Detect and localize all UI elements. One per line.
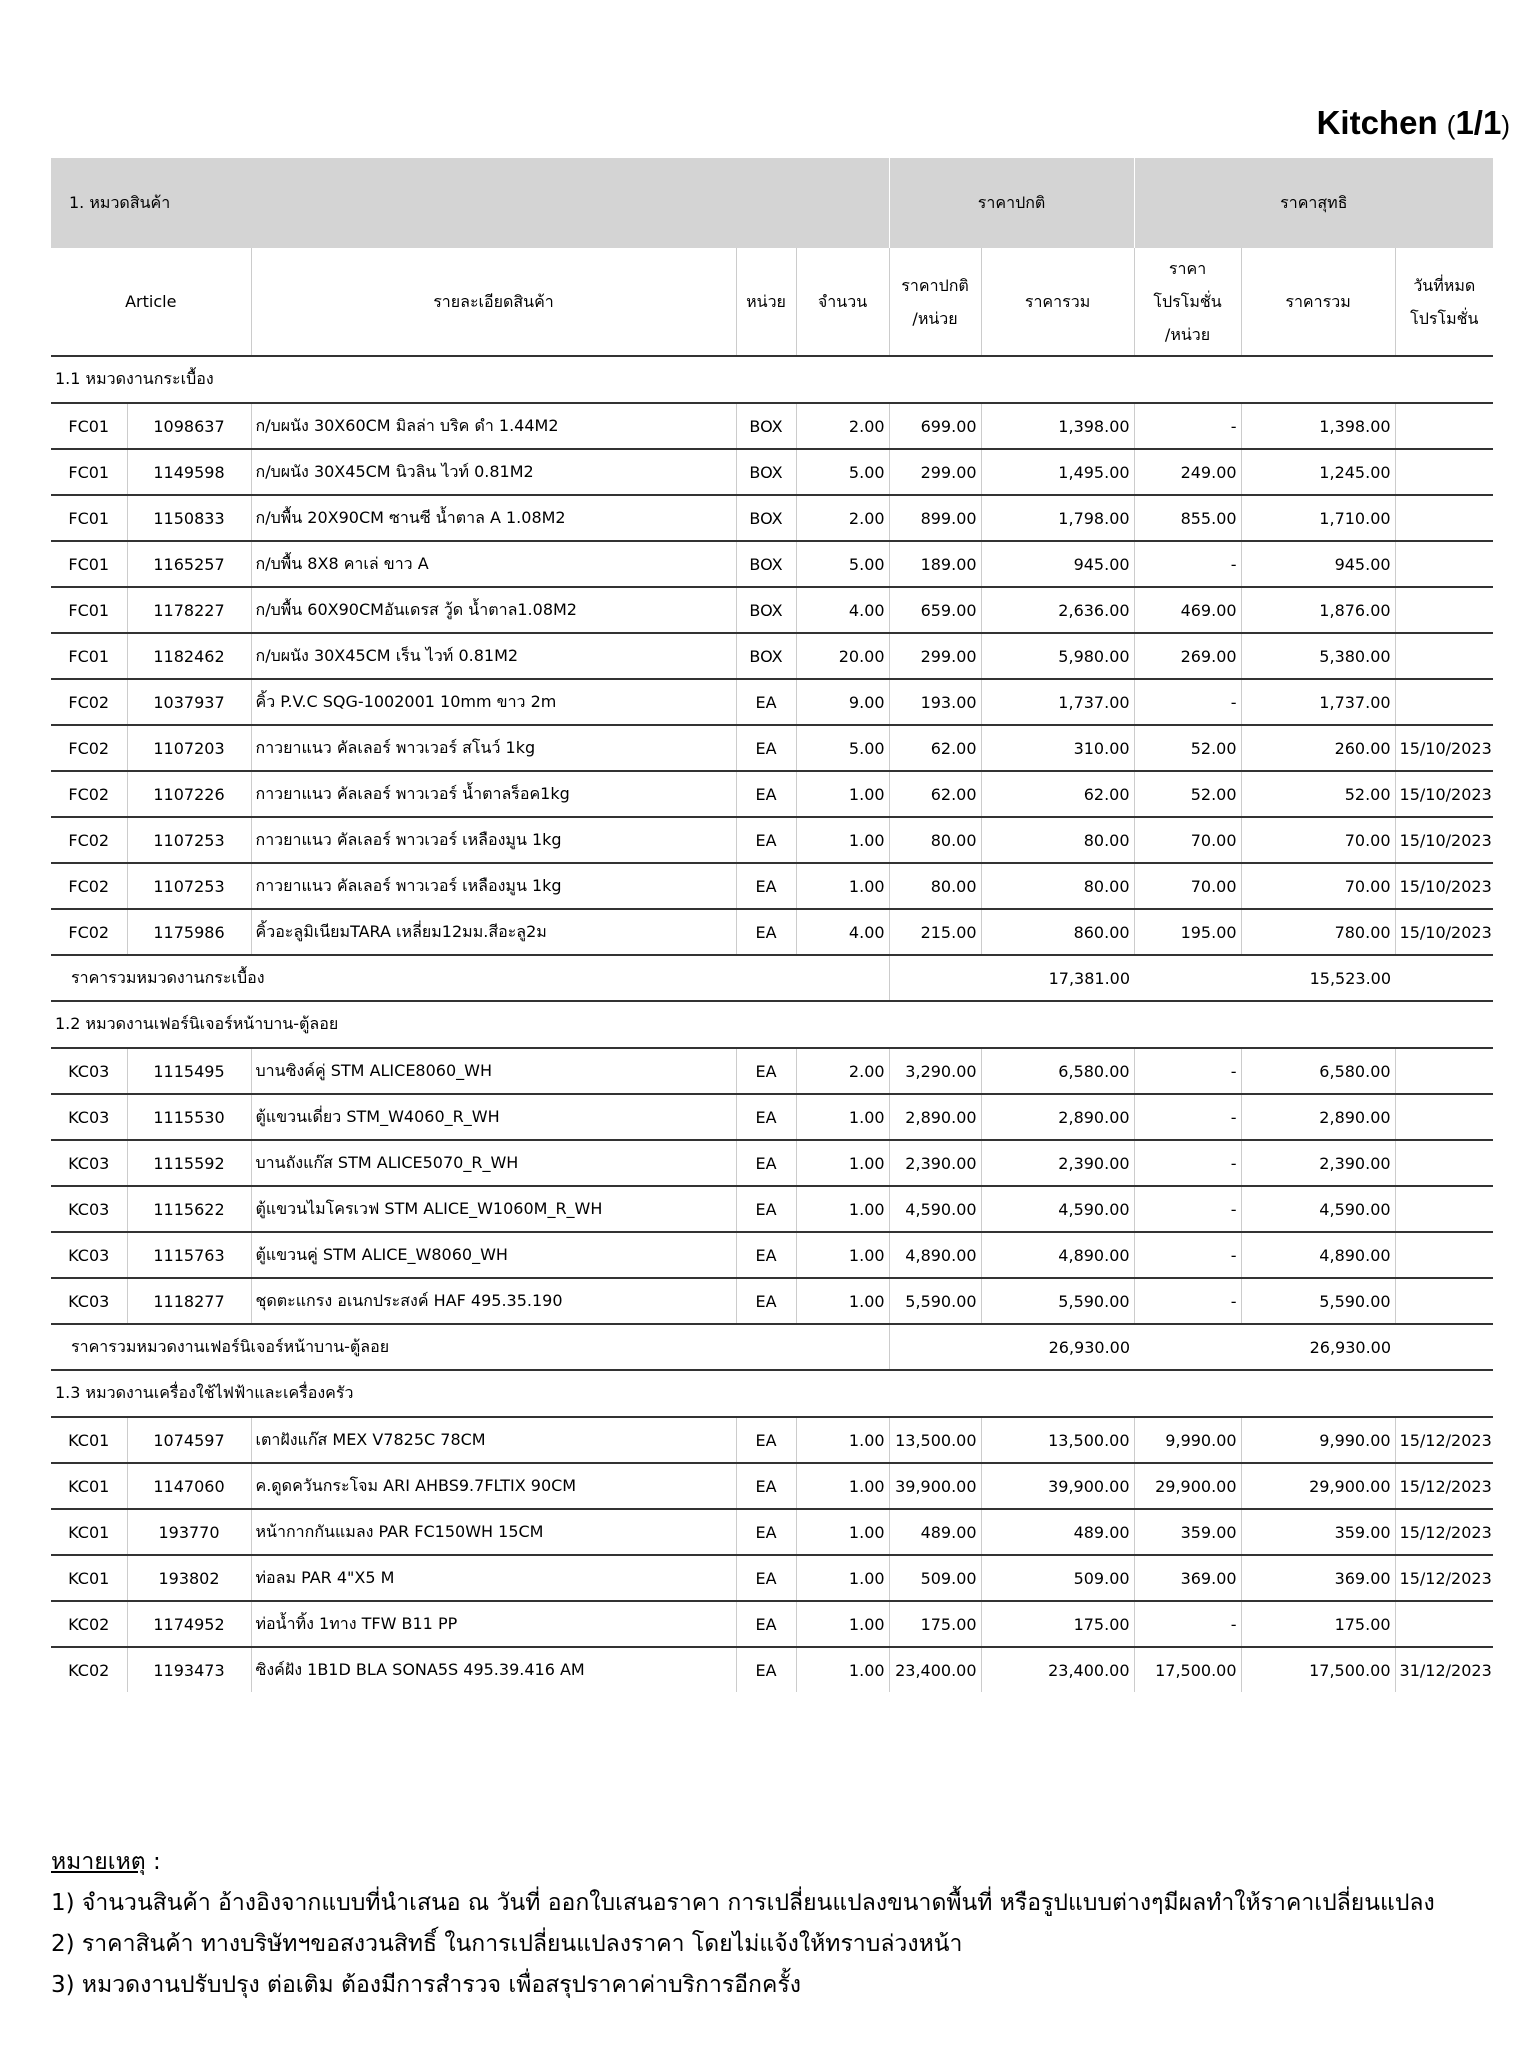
cell-unit: BOX	[736, 403, 796, 449]
cell-total: 2,390.00	[981, 1140, 1134, 1186]
cell-description: ก/บพื้น 20X90CM ซานซี น้ำตาล A 1.08M2	[251, 495, 736, 541]
cell-unit-price: 80.00	[889, 817, 981, 863]
col-unit: หน่วย	[736, 248, 796, 356]
cell-article: 1107203	[127, 725, 251, 771]
cell-unit-price: 62.00	[889, 725, 981, 771]
section-title: 1.3 หมวดงานเครื่องใช้ไฟฟ้าและเครื่องครัว	[51, 1370, 1493, 1417]
cell-total: 509.00	[981, 1555, 1134, 1601]
cell-qty: 1.00	[796, 1094, 889, 1140]
subtotal-label: ราคารวมหมวดงานเฟอร์นิเจอร์หน้าบาน-ตู้ลอย	[51, 1324, 889, 1370]
note-line: 3) หมวดงานปรับปรุง ต่อเติม ต้องมีการสำรวจ เพื่อสรุปราคาค่าบริการอีกครั้ง	[51, 1972, 801, 1998]
cell-qty: 20.00	[796, 633, 889, 679]
cell-unit-price: 175.00	[889, 1601, 981, 1647]
header-group-row	[51, 158, 1493, 248]
cell-qty: 5.00	[796, 541, 889, 587]
cell-total: 5,590.00	[981, 1278, 1134, 1324]
cell-net-total: 52.00	[1241, 771, 1395, 817]
cell-code: FC01	[51, 449, 127, 495]
cell-unit-price: 62.00	[889, 771, 981, 817]
cell-article: 1165257	[127, 541, 251, 587]
notes: หมายเหตุ : 1) จำนวนสินค้า อ้างอิงจากแบบที่นำเสนอ ณ วันที่ ออกใบเสนอราคา การเปลี่ยนแปลงขนาดพื้นที่ หรือรูปแบบต่างๆมีผลทำให้ราคาเปลี่ยนแปลง 2) ราคาสินค้า ทางบริษัทฯขอสงวนสิทธิ์ ในการเปลี่ยนแปลงราคา โดยไม่แจ้งให้ทราบล่วงหน้า 3) หมวดงานปรับปรุง ต่อเติม ต้องมีการสำรวจ เพื่อสรุปราคาค่าบริการอีกครั้ง	[51, 1842, 1435, 2006]
notes-heading: หมายเหตุ	[51, 1849, 146, 1875]
cell-total: 1,737.00	[981, 679, 1134, 725]
table-row	[51, 449, 1493, 495]
page-title: Kitchen (1/1)	[1316, 104, 1510, 141]
cell-promo-end	[1395, 495, 1493, 541]
cell-promo-price: 70.00	[1134, 817, 1241, 863]
section-title: 1.2 หมวดงานเฟอร์นิเจอร์หน้าบาน-ตู้ลอย	[51, 1001, 1493, 1048]
cell-description: เตาฝังแก๊ส MEX V7825C 78CM	[251, 1417, 736, 1463]
cell-unit-price: 489.00	[889, 1509, 981, 1555]
cell-promo-end: 15/12/2023	[1395, 1509, 1493, 1555]
cell-promo-end: 31/12/2023	[1395, 1647, 1493, 1692]
cell-promo-price: 29,900.00	[1134, 1463, 1241, 1509]
cell-unit: EA	[736, 1140, 796, 1186]
cell-promo-end	[1395, 587, 1493, 633]
cell-description: บานถังแก๊ส STM ALICE5070_R_WH	[251, 1140, 736, 1186]
col-qty: จำนวน	[796, 248, 889, 356]
cell-total: 6,580.00	[981, 1048, 1134, 1094]
cell-description: ตู้แขวนคู่ STM ALICE_W8060_WH	[251, 1232, 736, 1278]
cell-promo-price: 855.00	[1134, 495, 1241, 541]
cell-unit: BOX	[736, 541, 796, 587]
cell-code: FC02	[51, 863, 127, 909]
cell-qty: 5.00	[796, 725, 889, 771]
cell-unit: EA	[736, 1186, 796, 1232]
column-header-row	[51, 248, 1493, 356]
cell-total: 489.00	[981, 1509, 1134, 1555]
cell-code: KC03	[51, 1186, 127, 1232]
cell-unit: EA	[736, 1509, 796, 1555]
cell-code: FC02	[51, 817, 127, 863]
cell-net-total: 260.00	[1241, 725, 1395, 771]
cell-article: 1098637	[127, 403, 251, 449]
cell-unit-price: 4,890.00	[889, 1232, 981, 1278]
cell-code: FC01	[51, 495, 127, 541]
cell-unit-price: 80.00	[889, 863, 981, 909]
cell-unit-price: 193.00	[889, 679, 981, 725]
cell-article: 1037937	[127, 679, 251, 725]
table-row	[51, 909, 1493, 955]
subtotal-label: ราคารวมหมวดงานกระเบื้อง	[51, 955, 889, 1001]
cell-code: KC03	[51, 1094, 127, 1140]
cell-qty: 1.00	[796, 863, 889, 909]
cell-code: FC02	[51, 725, 127, 771]
cell-total: 310.00	[981, 725, 1134, 771]
table-row	[51, 1463, 1493, 1509]
cell-description: ก/บผนัง 30X45CM นิวลิน ไวท์ 0.81M2	[251, 449, 736, 495]
cell-promo-price: 469.00	[1134, 587, 1241, 633]
cell-total: 860.00	[981, 909, 1134, 955]
cell-description: ท่อน้ำทิ้ง 1ทาง TFW B11 PP	[251, 1601, 736, 1647]
cell-promo-end	[1395, 1232, 1493, 1278]
table-row	[51, 1278, 1493, 1324]
cell-promo-end: 15/12/2023	[1395, 1555, 1493, 1601]
cell-net-total: 4,890.00	[1241, 1232, 1395, 1278]
table-row	[51, 1048, 1493, 1094]
cell-unit: BOX	[736, 587, 796, 633]
cell-net-total: 1,245.00	[1241, 449, 1395, 495]
cell-code: KC03	[51, 1232, 127, 1278]
cell-promo-price: 369.00	[1134, 1555, 1241, 1601]
cell-net-total: 780.00	[1241, 909, 1395, 955]
cell-net-total: 17,500.00	[1241, 1647, 1395, 1692]
cell-code: KC01	[51, 1509, 127, 1555]
cell-unit: EA	[736, 817, 796, 863]
cell-qty: 1.00	[796, 1278, 889, 1324]
cell-unit-price: 215.00	[889, 909, 981, 955]
table-row	[51, 1555, 1493, 1601]
subtotal-row	[51, 1324, 1493, 1370]
cell-net-total: 359.00	[1241, 1509, 1395, 1555]
table-row	[51, 1601, 1493, 1647]
table-row	[51, 1417, 1493, 1463]
cell-article: 1150833	[127, 495, 251, 541]
cell-unit-price: 509.00	[889, 1555, 981, 1601]
cell-description: ชุดตะแกรง อเนกประสงค์ HAF 495.35.190	[251, 1278, 736, 1324]
cell-unit: EA	[736, 1278, 796, 1324]
category-header: 1. หมวดสินค้า	[51, 158, 889, 248]
col-unit-price: ราคาปกติ /หน่วย	[889, 248, 981, 356]
cell-unit-price: 299.00	[889, 449, 981, 495]
cell-code: KC01	[51, 1555, 127, 1601]
cell-total: 62.00	[981, 771, 1134, 817]
cell-unit-price: 659.00	[889, 587, 981, 633]
cell-total: 80.00	[981, 863, 1134, 909]
cell-net-total: 6,580.00	[1241, 1048, 1395, 1094]
cell-promo-price: -	[1134, 1094, 1241, 1140]
cell-promo-end	[1395, 1048, 1493, 1094]
section-title-row	[51, 356, 1493, 403]
cell-code: FC02	[51, 909, 127, 955]
cell-promo-end: 15/10/2023	[1395, 817, 1493, 863]
cell-description: คิ้วอะลูมิเนียมTARA เหลี่ยม12มม.สีอะลู2ม	[251, 909, 736, 955]
cell-description: กาวยาแนว คัลเลอร์ พาวเวอร์ สโนว์ 1kg	[251, 725, 736, 771]
note-line: 1) จำนวนสินค้า อ้างอิงจากแบบที่นำเสนอ ณ วันที่ ออกใบเสนอราคา การเปลี่ยนแปลงขนาดพื้นที่ หรือรูปแบบต่างๆมีผลทำให้ราคาเปลี่ยนแปลง	[51, 1890, 1435, 1916]
cell-net-total: 2,390.00	[1241, 1140, 1395, 1186]
cell-net-total: 4,590.00	[1241, 1186, 1395, 1232]
cell-net-total: 5,590.00	[1241, 1278, 1395, 1324]
col-net-total: ราคารวม	[1241, 248, 1395, 356]
cell-article: 1115495	[127, 1048, 251, 1094]
cell-promo-price: 52.00	[1134, 725, 1241, 771]
cell-unit-price: 5,590.00	[889, 1278, 981, 1324]
cell-unit: EA	[736, 1601, 796, 1647]
cell-total: 4,890.00	[981, 1232, 1134, 1278]
table-row	[51, 403, 1493, 449]
cell-net-total: 70.00	[1241, 863, 1395, 909]
cell-unit-price: 299.00	[889, 633, 981, 679]
cell-qty: 1.00	[796, 1140, 889, 1186]
cell-description: หน้ากากกันแมลง PAR FC150WH 15CM	[251, 1509, 736, 1555]
cell-qty: 5.00	[796, 449, 889, 495]
normal-price-group-header: ราคาปกติ	[889, 158, 1134, 248]
cell-article: 1118277	[127, 1278, 251, 1324]
cell-unit: EA	[736, 1048, 796, 1094]
cell-promo-price: 52.00	[1134, 771, 1241, 817]
table-row	[51, 679, 1493, 725]
cell-article: 1147060	[127, 1463, 251, 1509]
cell-net-total: 2,890.00	[1241, 1094, 1395, 1140]
subtotal-total: 26,930.00	[981, 1324, 1134, 1370]
cell-promo-end: 15/12/2023	[1395, 1463, 1493, 1509]
cell-total: 175.00	[981, 1601, 1134, 1647]
cell-code: FC01	[51, 587, 127, 633]
cell-unit-price: 699.00	[889, 403, 981, 449]
subtotal-total: 17,381.00	[981, 955, 1134, 1001]
cell-qty: 9.00	[796, 679, 889, 725]
quotation-table	[51, 158, 1493, 1692]
cell-code: KC02	[51, 1601, 127, 1647]
cell-promo-end	[1395, 403, 1493, 449]
cell-unit-price: 2,890.00	[889, 1094, 981, 1140]
cell-code: KC01	[51, 1463, 127, 1509]
section-title-row	[51, 1001, 1493, 1048]
cell-description: กาวยาแนว คัลเลอร์ พาวเวอร์ เหลืองมูน 1kg	[251, 817, 736, 863]
cell-unit-price: 899.00	[889, 495, 981, 541]
cell-code: FC01	[51, 403, 127, 449]
cell-promo-price: 70.00	[1134, 863, 1241, 909]
cell-code: KC03	[51, 1278, 127, 1324]
cell-promo-end	[1395, 1186, 1493, 1232]
cell-promo-price: -	[1134, 679, 1241, 725]
cell-promo-price: -	[1134, 1048, 1241, 1094]
subtotal-row	[51, 955, 1493, 1001]
cell-article: 1107253	[127, 863, 251, 909]
cell-qty: 1.00	[796, 1232, 889, 1278]
cell-net-total: 70.00	[1241, 817, 1395, 863]
section-title: 1.1 หมวดงานกระเบื้อง	[51, 356, 1493, 403]
col-promo-end: วันที่หมด โปรโมชั่น	[1395, 248, 1493, 356]
cell-promo-price: 269.00	[1134, 633, 1241, 679]
cell-net-total: 5,380.00	[1241, 633, 1395, 679]
cell-promo-price: -	[1134, 1232, 1241, 1278]
cell-article: 1174952	[127, 1601, 251, 1647]
cell-description: ก/บผนัง 30X45CM เร็น ไวท์ 0.81M2	[251, 633, 736, 679]
cell-promo-end	[1395, 1601, 1493, 1647]
cell-unit-price: 3,290.00	[889, 1048, 981, 1094]
cell-article: 193770	[127, 1509, 251, 1555]
cell-net-total: 9,990.00	[1241, 1417, 1395, 1463]
cell-article: 1175986	[127, 909, 251, 955]
cell-unit-price: 2,390.00	[889, 1140, 981, 1186]
cell-unit: EA	[736, 1417, 796, 1463]
cell-code: FC02	[51, 679, 127, 725]
cell-article: 1107253	[127, 817, 251, 863]
table-row	[51, 1094, 1493, 1140]
cell-article: 1107226	[127, 771, 251, 817]
col-total: ราคารวม	[981, 248, 1134, 356]
cell-promo-price: -	[1134, 541, 1241, 587]
cell-promo-end	[1395, 1094, 1493, 1140]
subtotal-net: 26,930.00	[1241, 1324, 1395, 1370]
cell-unit-price: 4,590.00	[889, 1186, 981, 1232]
cell-promo-price: -	[1134, 403, 1241, 449]
cell-unit: BOX	[736, 495, 796, 541]
cell-qty: 1.00	[796, 1463, 889, 1509]
cell-code: FC01	[51, 541, 127, 587]
cell-total: 945.00	[981, 541, 1134, 587]
cell-net-total: 1,710.00	[1241, 495, 1395, 541]
note-line: 2) ราคาสินค้า ทางบริษัทฯขอสงวนสิทธิ์ ในการเปลี่ยนแปลงราคา โดยไม่แจ้งให้ทราบล่วงหน้า	[51, 1931, 963, 1957]
cell-promo-end: 15/10/2023	[1395, 725, 1493, 771]
cell-total: 2,890.00	[981, 1094, 1134, 1140]
cell-net-total: 369.00	[1241, 1555, 1395, 1601]
cell-unit: EA	[736, 1094, 796, 1140]
cell-total: 1,798.00	[981, 495, 1134, 541]
cell-net-total: 1,398.00	[1241, 403, 1395, 449]
cell-article: 1193473	[127, 1647, 251, 1692]
cell-article: 1115592	[127, 1140, 251, 1186]
cell-promo-price: 17,500.00	[1134, 1647, 1241, 1692]
cell-article: 1074597	[127, 1417, 251, 1463]
cell-qty: 1.00	[796, 1601, 889, 1647]
cell-promo-price: 359.00	[1134, 1509, 1241, 1555]
cell-unit: BOX	[736, 449, 796, 495]
cell-code: KC02	[68, 1660, 110, 1680]
cell-qty: 2.00	[796, 495, 889, 541]
cell-net-total: 1,876.00	[1241, 587, 1395, 633]
cell-article: 193802	[127, 1555, 251, 1601]
cell-total: 80.00	[981, 817, 1134, 863]
cell-total: 5,980.00	[981, 633, 1134, 679]
cell-unit: EA	[736, 771, 796, 817]
table-row	[51, 725, 1493, 771]
cell-qty: 1.00	[796, 1186, 889, 1232]
net-price-group-header: ราคาสุทธิ	[1134, 158, 1493, 248]
cell-description: ตู้แขวนไมโครเวฟ STM ALICE_W1060M_R_WH	[251, 1186, 736, 1232]
cell-promo-end: 15/10/2023	[1395, 909, 1493, 955]
cell-code: KC03	[51, 1048, 127, 1094]
cell-description: ซิงค์ฝัง 1B1D BLA SONA5S 495.39.416 AM	[251, 1647, 736, 1692]
cell-promo-price: -	[1134, 1601, 1241, 1647]
table-row	[51, 587, 1493, 633]
cell-qty: 1.00	[796, 817, 889, 863]
cell-qty: 2.00	[796, 403, 889, 449]
cell-unit: BOX	[736, 633, 796, 679]
cell-total: 1,495.00	[981, 449, 1134, 495]
cell-promo-price: 249.00	[1134, 449, 1241, 495]
cell-promo-end: 15/10/2023	[1395, 863, 1493, 909]
cell-unit: EA	[736, 1647, 796, 1692]
cell-promo-end	[1395, 633, 1493, 679]
cell-article: 1115530	[127, 1094, 251, 1140]
cell-qty: 1.00	[796, 1555, 889, 1601]
cell-qty: 1.00	[796, 771, 889, 817]
cell-unit: EA	[736, 1463, 796, 1509]
cell-qty: 1.00	[796, 1647, 889, 1692]
cell-promo-price: -	[1134, 1140, 1241, 1186]
table-row	[51, 1232, 1493, 1278]
cell-code: KC03	[51, 1140, 127, 1186]
cell-article: 1178227	[127, 587, 251, 633]
cell-description: ก/บพื้น 8X8 คาเล่ ขาว A	[251, 541, 736, 587]
cell-article: 1115622	[127, 1186, 251, 1232]
cell-qty: 4.00	[796, 909, 889, 955]
cell-promo-end: 15/12/2023	[1395, 1417, 1493, 1463]
cell-total: 13,500.00	[981, 1417, 1134, 1463]
col-promo-price: ราคา โปรโมชั่น /หน่วย	[1134, 248, 1241, 356]
cell-total: 23,400.00	[981, 1647, 1134, 1692]
cell-code: FC02	[51, 771, 127, 817]
cell-promo-end	[1395, 1140, 1493, 1186]
cell-description: กาวยาแนว คัลเลอร์ พาวเวอร์ น้ำตาลร็อค1kg	[251, 771, 736, 817]
section-title-row	[51, 1370, 1493, 1417]
table-row	[51, 1647, 1493, 1692]
cell-unit-price: 39,900.00	[889, 1463, 981, 1509]
cell-description: ค.ดูดควันกระโจม ARI AHBS9.7FLTIX 90CM	[251, 1463, 736, 1509]
cell-unit: EA	[736, 1555, 796, 1601]
cell-unit: EA	[736, 1232, 796, 1278]
cell-description: ท่อลม PAR 4"X5 M	[251, 1555, 736, 1601]
cell-description: บานซิงค์คู่ STM ALICE8060_WH	[251, 1048, 736, 1094]
table-row	[51, 817, 1493, 863]
cell-promo-price: 195.00	[1134, 909, 1241, 955]
cell-promo-end	[1395, 1278, 1493, 1324]
cell-unit-price: 189.00	[889, 541, 981, 587]
col-description: รายละเอียดสินค้า	[251, 248, 736, 356]
cell-qty: 4.00	[796, 587, 889, 633]
table-row	[51, 541, 1493, 587]
table-row	[51, 1186, 1493, 1232]
cell-net-total: 29,900.00	[1241, 1463, 1395, 1509]
cell-description: กาวยาแนว คัลเลอร์ พาวเวอร์ เหลืองมูน 1kg	[251, 863, 736, 909]
cell-total: 4,590.00	[981, 1186, 1134, 1232]
cell-promo-end	[1395, 679, 1493, 725]
cell-promo-end	[1395, 541, 1493, 587]
cell-article: 1149598	[127, 449, 251, 495]
cell-description: ก/บผนัง 30X60CM มิลล่า บริค ดำ 1.44M2	[251, 403, 736, 449]
cell-promo-price: -	[1134, 1186, 1241, 1232]
cell-unit: EA	[736, 725, 796, 771]
cell-promo-end: 15/10/2023	[1395, 771, 1493, 817]
cell-net-total: 945.00	[1241, 541, 1395, 587]
cell-description: ตู้แขวนเดี่ยว STM_W4060_R_WH	[251, 1094, 736, 1140]
cell-unit: EA	[736, 679, 796, 725]
cell-code: KC01	[51, 1417, 127, 1463]
subtotal-net: 15,523.00	[1241, 955, 1395, 1001]
cell-description: ก/บพื้น 60X90CMอันเดรส วู้ด น้ำตาล1.08M2	[251, 587, 736, 633]
cell-unit: EA	[736, 909, 796, 955]
table-row	[51, 1140, 1493, 1186]
cell-description: คิ้ว P.V.C SQG-1002001 10mm ขาว 2m	[251, 679, 736, 725]
cell-article: 1182462	[127, 633, 251, 679]
table-row	[51, 495, 1493, 541]
cell-code: FC01	[51, 633, 127, 679]
cell-unit-price: 23,400.00	[889, 1647, 981, 1692]
cell-total: 1,398.00	[981, 403, 1134, 449]
cell-net-total: 1,737.00	[1241, 679, 1395, 725]
cell-total: 2,636.00	[981, 587, 1134, 633]
table-row	[51, 771, 1493, 817]
cell-unit-price: 13,500.00	[889, 1417, 981, 1463]
cell-promo-price: 9,990.00	[1134, 1417, 1241, 1463]
col-article: Article	[51, 248, 251, 356]
cell-article: 1115763	[127, 1232, 251, 1278]
cell-unit: EA	[736, 863, 796, 909]
table-row	[51, 633, 1493, 679]
cell-net-total: 175.00	[1241, 1601, 1395, 1647]
table-row	[51, 863, 1493, 909]
cell-qty: 1.00	[796, 1417, 889, 1463]
cell-qty: 1.00	[796, 1509, 889, 1555]
table-row	[51, 1509, 1493, 1555]
cell-promo-price: -	[1134, 1278, 1241, 1324]
cell-total: 39,900.00	[981, 1463, 1134, 1509]
cell-promo-end	[1395, 449, 1493, 495]
cell-qty: 2.00	[796, 1048, 889, 1094]
